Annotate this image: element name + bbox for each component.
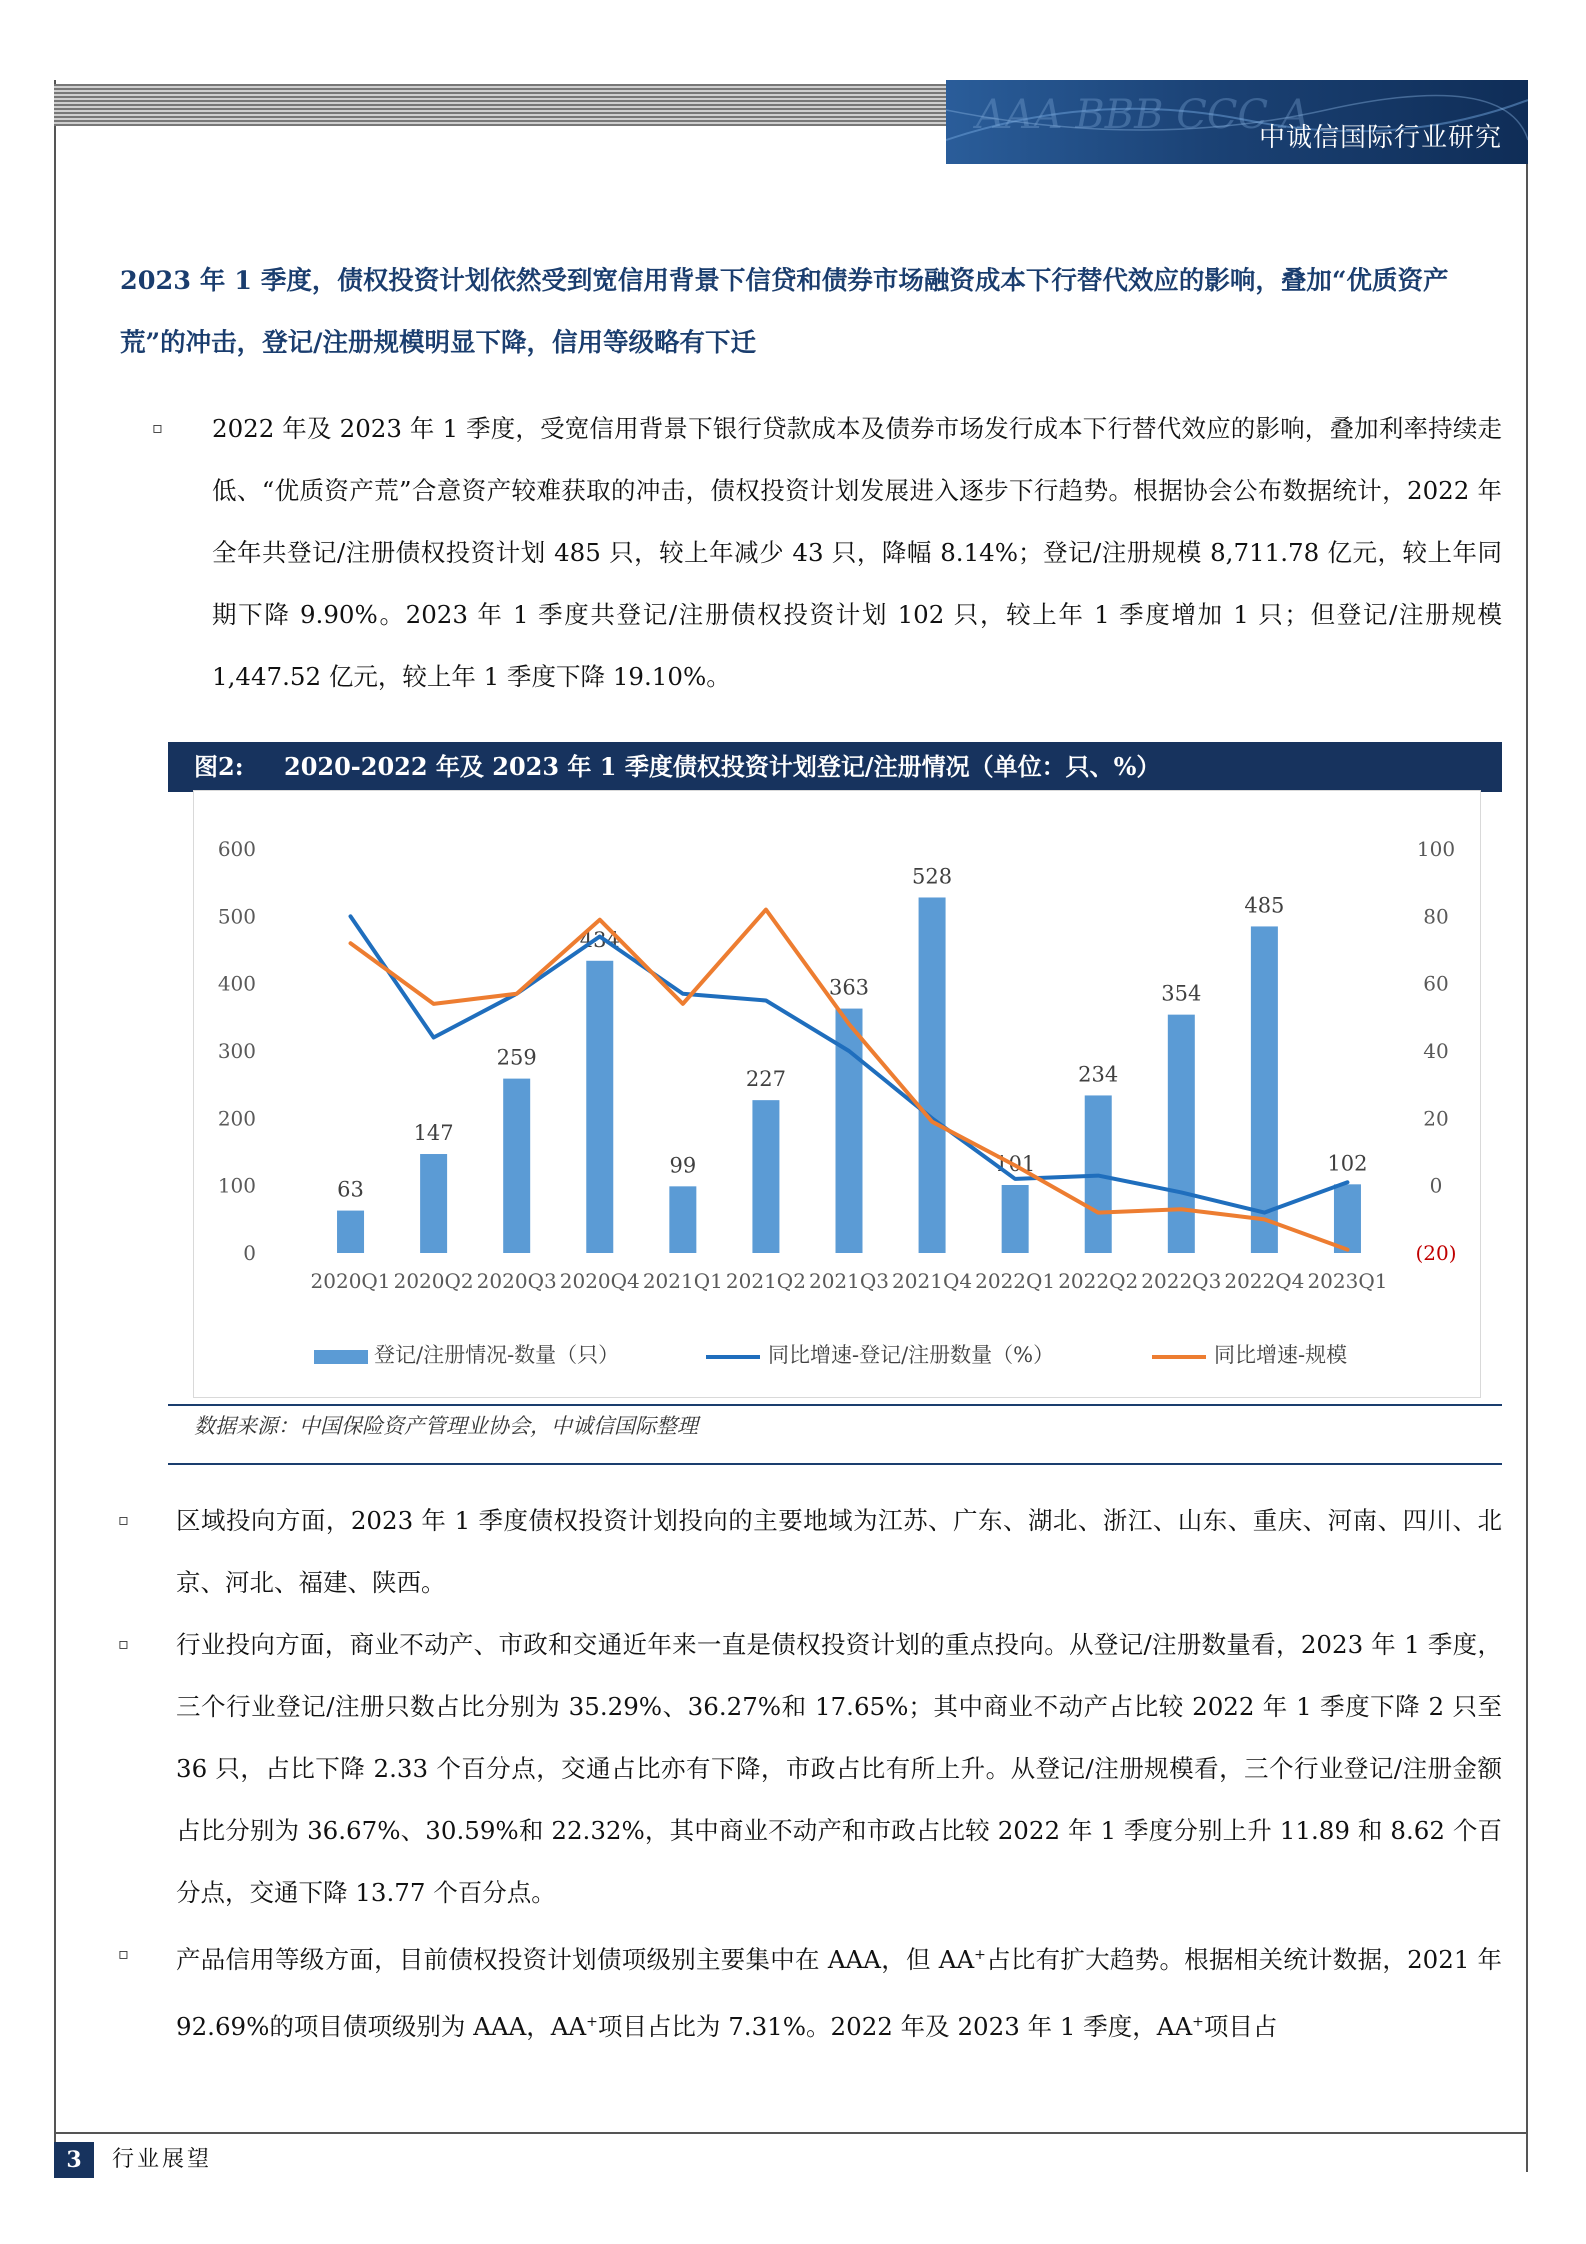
header-stripe-bar — [54, 84, 950, 126]
bar-data-label: 63 — [337, 1177, 364, 1202]
left-axis-tick-label: 0 — [243, 1241, 256, 1265]
bar-data-label: 99 — [669, 1153, 697, 1178]
bar — [503, 1079, 530, 1253]
bar-data-label: 101 — [995, 1151, 1036, 1176]
x-axis-tick-label: 2020Q3 — [476, 1269, 557, 1293]
bar-data-label: 485 — [1244, 893, 1285, 918]
right-axis-tick-label: 80 — [1423, 904, 1449, 929]
bar-data-label: 102 — [1327, 1151, 1368, 1176]
right-axis-tick-label: 100 — [1416, 837, 1456, 861]
x-axis-tick-label: 2023Q1 — [1307, 1269, 1388, 1293]
bar — [420, 1154, 447, 1253]
bar — [752, 1100, 779, 1253]
right-axis-tick-label: 40 — [1423, 1039, 1449, 1063]
bullet-icon: ▫ — [118, 1944, 129, 1963]
left-axis-tick-label: 600 — [217, 837, 256, 861]
header-banner — [946, 80, 1528, 164]
right-axis-tick-label: (20) — [1415, 1241, 1457, 1265]
left-axis-tick-label: 100 — [217, 1173, 256, 1198]
para4-text-2: 占比有扩大趋势。根据相关统计数据，2021 年 92.69%的项目债项级别为 AAA，AA — [176, 1945, 1502, 2042]
paragraph-1: 2022 年及 2023 年 1 季度，受宽信用背景下银行贷款成本及债券市场发行成本下行替代效应的影响，叠加利率持续走低、“优质资产荒”合意资产较难获取的冲击，债权投资计划发展进入逐步下行趋势。根据协会公布数据统计，2022 年全年共登记/注册债权投资计划 485 只，较上年减少 43 只，降幅 8.14%；登记/注册规模 8,711.78 亿元，较上年同期下降 9.90%。2023 年 1 季度共登记/注册债权投资计划 102 只，较上年 1 季度增加 1 只；但登记/注册规模 1,447.52 亿元，较上年 1 季度下降 19.10%。 — [212, 414, 1502, 691]
chart-svg — [194, 791, 1480, 1397]
figure-title: 2020-2022 年及 2023 年 1 季度债权投资计划登记/注册情况（单位：只、%） — [284, 752, 1161, 781]
bar — [1168, 1015, 1195, 1253]
page-number: 3 — [54, 2142, 94, 2178]
figure-label: 图2: — [194, 752, 244, 781]
footer-rule — [54, 2132, 1528, 2134]
chart-container — [193, 790, 1481, 1398]
x-axis-tick-label: 2022Q3 — [1141, 1269, 1222, 1293]
bar-data-label: 528 — [912, 864, 953, 889]
legend-label-bars: 登记/注册情况-数量（只） — [374, 1343, 620, 1367]
right-axis-tick-label: 0 — [1429, 1173, 1443, 1198]
bar — [1251, 926, 1278, 1253]
section-heading: 2023 年 1 季度，债权投资计划依然受到宽信用背景下信贷和债券市场融资成本下行替代效应的影响，叠加“优质资产荒”的冲击，登记/注册规模明显下降，信用等级略有下迁 — [120, 266, 1449, 358]
paragraph-3: 行业投向方面，商业不动产、市政和交通近年来一直是债权投资计划的重点投向。从登记/注册数量看，2023 年 1 季度，三个行业登记/注册只数占比分别为 35.29%、36.27%和 17.65%；其中商业不动产占比较 2022 年 1 季度下降 2 只至 36 只，占比下降 2.33 个百分点，交通占比亦有下降，市政占比有所上升。从登记/注册规模看，三个行业登记/注册金额占比分别为 36.67%、30.59%和 22.32%，其中商业不动产和市政占比较 2022 年 1 季度分别上升 11.89 和 8.62 个百分点，交通下降 13.77 个百分点。 — [176, 1630, 1502, 1907]
para4-text-4: 项目占 — [1203, 2012, 1278, 2042]
left-axis-tick-label: 300 — [217, 1039, 256, 1063]
figure-rule-top — [168, 1404, 1502, 1406]
footer-label: 行业展望 — [112, 2147, 213, 2172]
bar — [669, 1186, 696, 1253]
figure-title-bar — [168, 742, 1502, 792]
legend-swatch-bars — [314, 1350, 368, 1364]
bar — [1002, 1185, 1029, 1253]
right-axis-tick-label: 20 — [1423, 1106, 1449, 1131]
bar — [337, 1211, 364, 1253]
bar — [586, 961, 613, 1253]
header-title: 中诚信国际行业研究 — [1258, 123, 1502, 153]
x-axis-tick-label: 2021Q4 — [892, 1269, 973, 1293]
x-axis-tick-label: 2022Q4 — [1224, 1269, 1305, 1293]
bullet-icon: ▫ — [152, 418, 163, 437]
left-axis-tick-label: 400 — [217, 971, 256, 996]
legend-label-scale-growth: 同比增速-规模 — [1214, 1343, 1348, 1367]
bar — [1334, 1184, 1361, 1253]
bar-data-label: 354 — [1161, 981, 1202, 1006]
x-axis-tick-label: 2021Q2 — [725, 1269, 806, 1293]
para4-sup-2: + — [586, 2014, 598, 2031]
bar-data-label: 234 — [1078, 1062, 1119, 1087]
x-axis-tick-label: 2022Q2 — [1058, 1269, 1139, 1293]
figure-source: 数据来源：中国保险资产管理业协会，中诚信国际整理 — [194, 1414, 698, 1438]
x-axis-tick-label: 2020Q4 — [559, 1269, 640, 1293]
x-axis-tick-label: 2021Q3 — [808, 1269, 890, 1293]
x-axis-tick-label: 2021Q1 — [642, 1269, 723, 1293]
bar-data-label: 227 — [745, 1067, 786, 1092]
header-deco-text: AAA BBB CCC A — [976, 92, 1310, 138]
bar-data-label: 259 — [496, 1045, 537, 1070]
left-axis-tick-label: 500 — [217, 904, 256, 929]
legend-label-count-growth: 同比增速-登记/注册数量（%） — [768, 1343, 1055, 1367]
para4-sup-3: + — [1192, 2014, 1204, 2031]
para4-text-1: 产品信用等级方面，目前债权投资计划债项级别主要集中在 AAA，但 AA — [176, 1945, 975, 1975]
para4-text-3: 项目占比为 7.31%。2022 年及 2023 年 1 季度，AA — [597, 2012, 1193, 2042]
x-axis-tick-label: 2020Q1 — [310, 1269, 391, 1293]
left-axis-tick-label: 200 — [217, 1106, 256, 1131]
bar-data-label: 363 — [828, 975, 870, 1000]
bullet-icon: ▫ — [118, 1634, 129, 1653]
para4-sup-1: + — [974, 1947, 986, 1963]
bar-data-label: 434 — [579, 927, 620, 952]
paragraph-4 — [176, 1924, 1502, 2058]
bullet-icon: ▫ — [118, 1510, 129, 1529]
right-axis-tick-label: 60 — [1423, 971, 1449, 996]
bar-data-label: 147 — [413, 1121, 454, 1146]
x-axis-tick-label: 2020Q2 — [393, 1269, 474, 1293]
x-axis-tick-label: 2022Q1 — [975, 1269, 1056, 1293]
bar — [919, 897, 946, 1253]
figure-rule-bottom — [168, 1463, 1502, 1465]
paragraph-2: 区域投向方面，2023 年 1 季度债权投资计划投向的主要地域为江苏、广东、湖北、浙江、山东、重庆、河南、四川、北京、河北、福建、陕西。 — [176, 1506, 1502, 1597]
